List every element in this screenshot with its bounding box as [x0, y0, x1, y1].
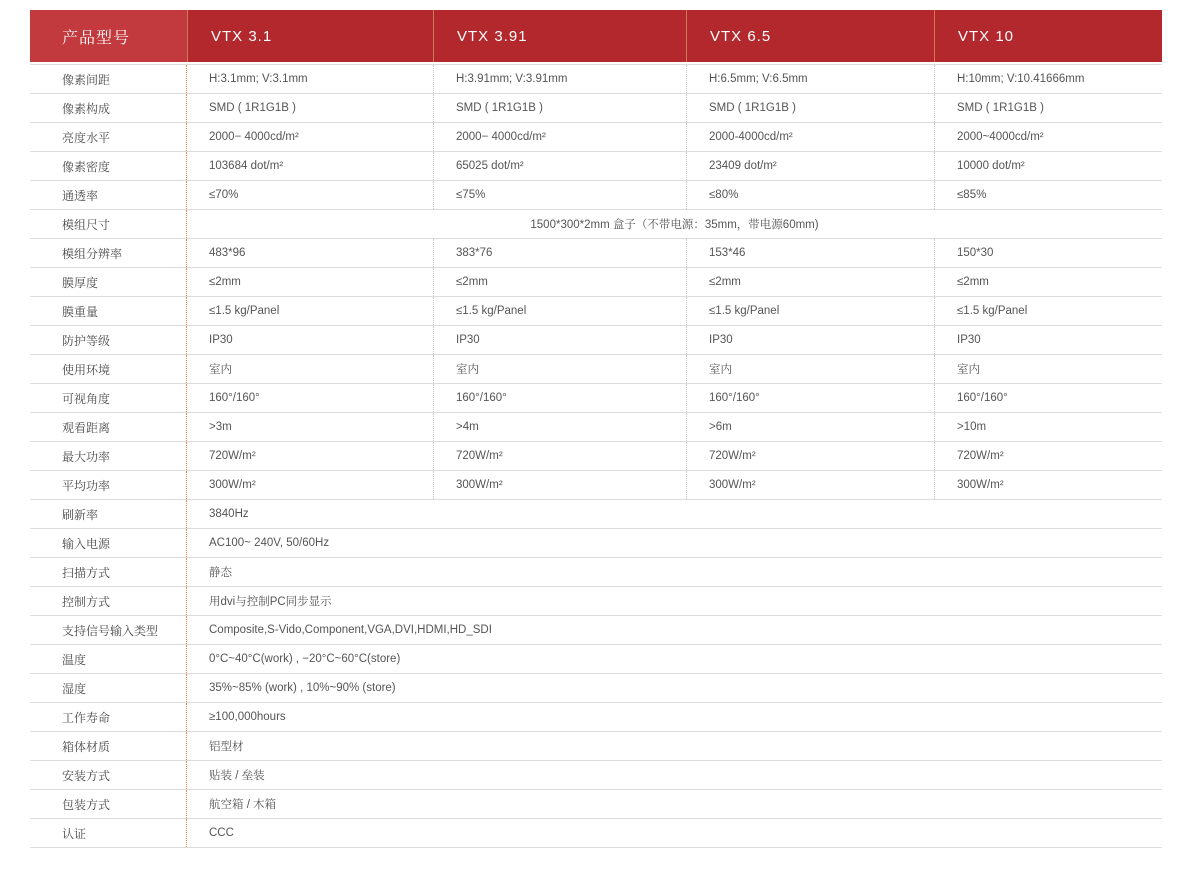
spec-value: 483*96 — [209, 247, 246, 259]
row-label: 防护等级 — [30, 326, 187, 354]
row-label: 平均功率 — [30, 471, 187, 499]
spec-value-spanning: ≥100,000hours — [209, 711, 286, 723]
row-label: 温度 — [30, 645, 187, 673]
spec-value: ≤75% — [433, 181, 686, 209]
header-cell-vtx-6-5: VTX 6.5 — [686, 10, 934, 62]
spec-value: ≤1.5 kg/Panel — [209, 305, 280, 317]
table-row — [30, 326, 1162, 355]
spec-value: ≤1.5 kg/Panel — [934, 297, 1162, 325]
spec-value-spanning: 静态 — [209, 567, 232, 579]
table-row — [30, 210, 1162, 239]
spec-value: 2000− 4000cd/m² — [209, 131, 299, 143]
row-label: 像素构成 — [30, 94, 187, 122]
spec-value: 300W/m² — [209, 479, 256, 491]
row-label: 可视角度 — [30, 384, 187, 412]
spec-value: SMD ( 1R1G1B ) — [934, 94, 1162, 122]
table-row — [30, 761, 1162, 790]
row-label: 最大功率 — [30, 442, 187, 470]
spec-value: ≤2mm — [209, 276, 241, 288]
row-label: 模组分辨率 — [30, 239, 187, 267]
row-label: 工作寿命 — [30, 703, 187, 731]
spec-value-spanning: 铝型材 — [209, 741, 244, 753]
table-row — [30, 413, 1162, 442]
spec-value: ≤2mm — [686, 268, 934, 296]
spec-value: SMD ( 1R1G1B ) — [686, 94, 934, 122]
spec-value: IP30 — [209, 334, 233, 346]
table-row — [30, 558, 1162, 587]
spec-value: 2000-4000cd/m² — [686, 123, 934, 151]
spec-value-spanning: 航空箱 / 木箱 — [209, 799, 277, 811]
spec-value-spanning: 0°C~40°C(work) , −20°C~60°C(store) — [209, 653, 401, 665]
header-cell-product-model: 产品型号 — [30, 10, 187, 62]
spec-value-spanning: CCC — [209, 827, 234, 839]
table-row — [30, 587, 1162, 616]
spec-value: 23409 dot/m² — [686, 152, 934, 180]
spec-value-spanning: Composite,S-Vido,Component,VGA,DVI,HDMI,HD_SDI — [209, 624, 492, 636]
spec-value: 160°/160° — [686, 384, 934, 412]
row-label: 输入电源 — [30, 529, 187, 557]
table-row — [30, 732, 1162, 761]
header-cell-vtx-3-1: VTX 3.1 — [187, 10, 433, 62]
spec-value: 室内 — [686, 355, 934, 383]
spec-value: 室内 — [433, 355, 686, 383]
row-label: 安装方式 — [30, 761, 187, 789]
row-label: 像素间距 — [30, 65, 187, 93]
row-label: 湿度 — [30, 674, 187, 702]
row-label: 认证 — [30, 819, 187, 847]
table-row — [30, 239, 1162, 268]
spec-value: ≤1.5 kg/Panel — [433, 297, 686, 325]
spec-value: H:6.5mm; V:6.5mm — [686, 65, 934, 93]
spec-value: SMD ( 1R1G1B ) — [209, 102, 296, 114]
spec-value: 160°/160° — [209, 392, 260, 404]
spec-value: SMD ( 1R1G1B ) — [433, 94, 686, 122]
table-row — [30, 268, 1162, 297]
spec-value: ≤2mm — [433, 268, 686, 296]
spec-value: >4m — [433, 413, 686, 441]
table-row — [30, 471, 1162, 500]
spec-value-spanning: 1500*300*2mm 盒子（不带电源：35mm，带电源60mm) — [530, 219, 819, 231]
spec-value: 300W/m² — [686, 471, 934, 499]
table-row — [30, 355, 1162, 384]
header-cell-vtx-10: VTX 10 — [934, 10, 1162, 62]
row-label: 观看距离 — [30, 413, 187, 441]
spec-value: 720W/m² — [686, 442, 934, 470]
table-row — [30, 674, 1162, 703]
row-label: 扫描方式 — [30, 558, 187, 586]
table-row — [30, 384, 1162, 413]
row-label: 控制方式 — [30, 587, 187, 615]
spec-value: 720W/m² — [433, 442, 686, 470]
header-cell-vtx-3-91: VTX 3.91 — [433, 10, 686, 62]
spec-value-spanning: 贴装 / 垒装 — [209, 770, 265, 782]
row-label: 通透率 — [30, 181, 187, 209]
row-label: 支持信号输入类型 — [30, 616, 187, 644]
table-header-row — [30, 10, 1162, 62]
spec-value: H:10mm; V:10.41666mm — [934, 65, 1162, 93]
table-row — [30, 181, 1162, 210]
spec-value: H:3.91mm; V:3.91mm — [433, 65, 686, 93]
table-row — [30, 65, 1162, 94]
spec-value-spanning: 用dvi与控制PC同步显示 — [209, 596, 332, 608]
spec-value: 160°/160° — [433, 384, 686, 412]
spec-value: >3m — [209, 421, 232, 433]
spec-value: ≤80% — [686, 181, 934, 209]
row-label: 包装方式 — [30, 790, 187, 818]
spec-value: 10000 dot/m² — [934, 152, 1162, 180]
row-label: 亮度水平 — [30, 123, 187, 151]
table-row — [30, 790, 1162, 819]
table-body — [30, 64, 1162, 848]
spec-value: 室内 — [209, 364, 232, 376]
table-row — [30, 645, 1162, 674]
spec-value: ≤70% — [209, 189, 239, 201]
row-label: 模组尺寸 — [30, 210, 187, 238]
row-label: 刷新率 — [30, 500, 187, 528]
spec-value: 383*76 — [433, 239, 686, 267]
spec-value: >10m — [934, 413, 1162, 441]
table-row — [30, 123, 1162, 152]
spec-value-spanning: AC100~ 240V, 50/60Hz — [209, 537, 330, 549]
table-row — [30, 442, 1162, 471]
spec-value: 160°/160° — [934, 384, 1162, 412]
spec-value: 室内 — [934, 355, 1162, 383]
spec-value: IP30 — [686, 326, 934, 354]
spec-value: 300W/m² — [934, 471, 1162, 499]
spec-value: IP30 — [934, 326, 1162, 354]
spec-value: 153*46 — [686, 239, 934, 267]
spec-value: 103684 dot/m² — [209, 160, 284, 172]
spec-value: 2000− 4000cd/m² — [433, 123, 686, 151]
table-row — [30, 152, 1162, 181]
table-row — [30, 529, 1162, 558]
spec-value: 720W/m² — [934, 442, 1162, 470]
table-row — [30, 703, 1162, 732]
table-row — [30, 500, 1162, 529]
product-spec-table — [30, 10, 1162, 848]
row-label: 膜厚度 — [30, 268, 187, 296]
spec-value-spanning: 3840Hz — [209, 508, 249, 520]
table-row — [30, 297, 1162, 326]
spec-value: 2000~4000cd/m² — [934, 123, 1162, 151]
spec-value-spanning: 35%~85% (work) , 10%~90% (store) — [209, 682, 396, 694]
spec-value: H:3.1mm; V:3.1mm — [209, 73, 308, 85]
spec-value: ≤1.5 kg/Panel — [686, 297, 934, 325]
spec-value: ≤2mm — [934, 268, 1162, 296]
spec-value: >6m — [686, 413, 934, 441]
spec-value: 65025 dot/m² — [433, 152, 686, 180]
spec-value: 300W/m² — [433, 471, 686, 499]
table-row — [30, 94, 1162, 123]
row-label: 使用环境 — [30, 355, 187, 383]
table-row — [30, 616, 1162, 645]
spec-value: 720W/m² — [209, 450, 256, 462]
row-label: 膜重量 — [30, 297, 187, 325]
table-row — [30, 819, 1162, 848]
spec-value: IP30 — [433, 326, 686, 354]
row-label: 箱体材质 — [30, 732, 187, 760]
spec-value: ≤85% — [934, 181, 1162, 209]
row-label: 像素密度 — [30, 152, 187, 180]
spec-value: 150*30 — [934, 239, 1162, 267]
